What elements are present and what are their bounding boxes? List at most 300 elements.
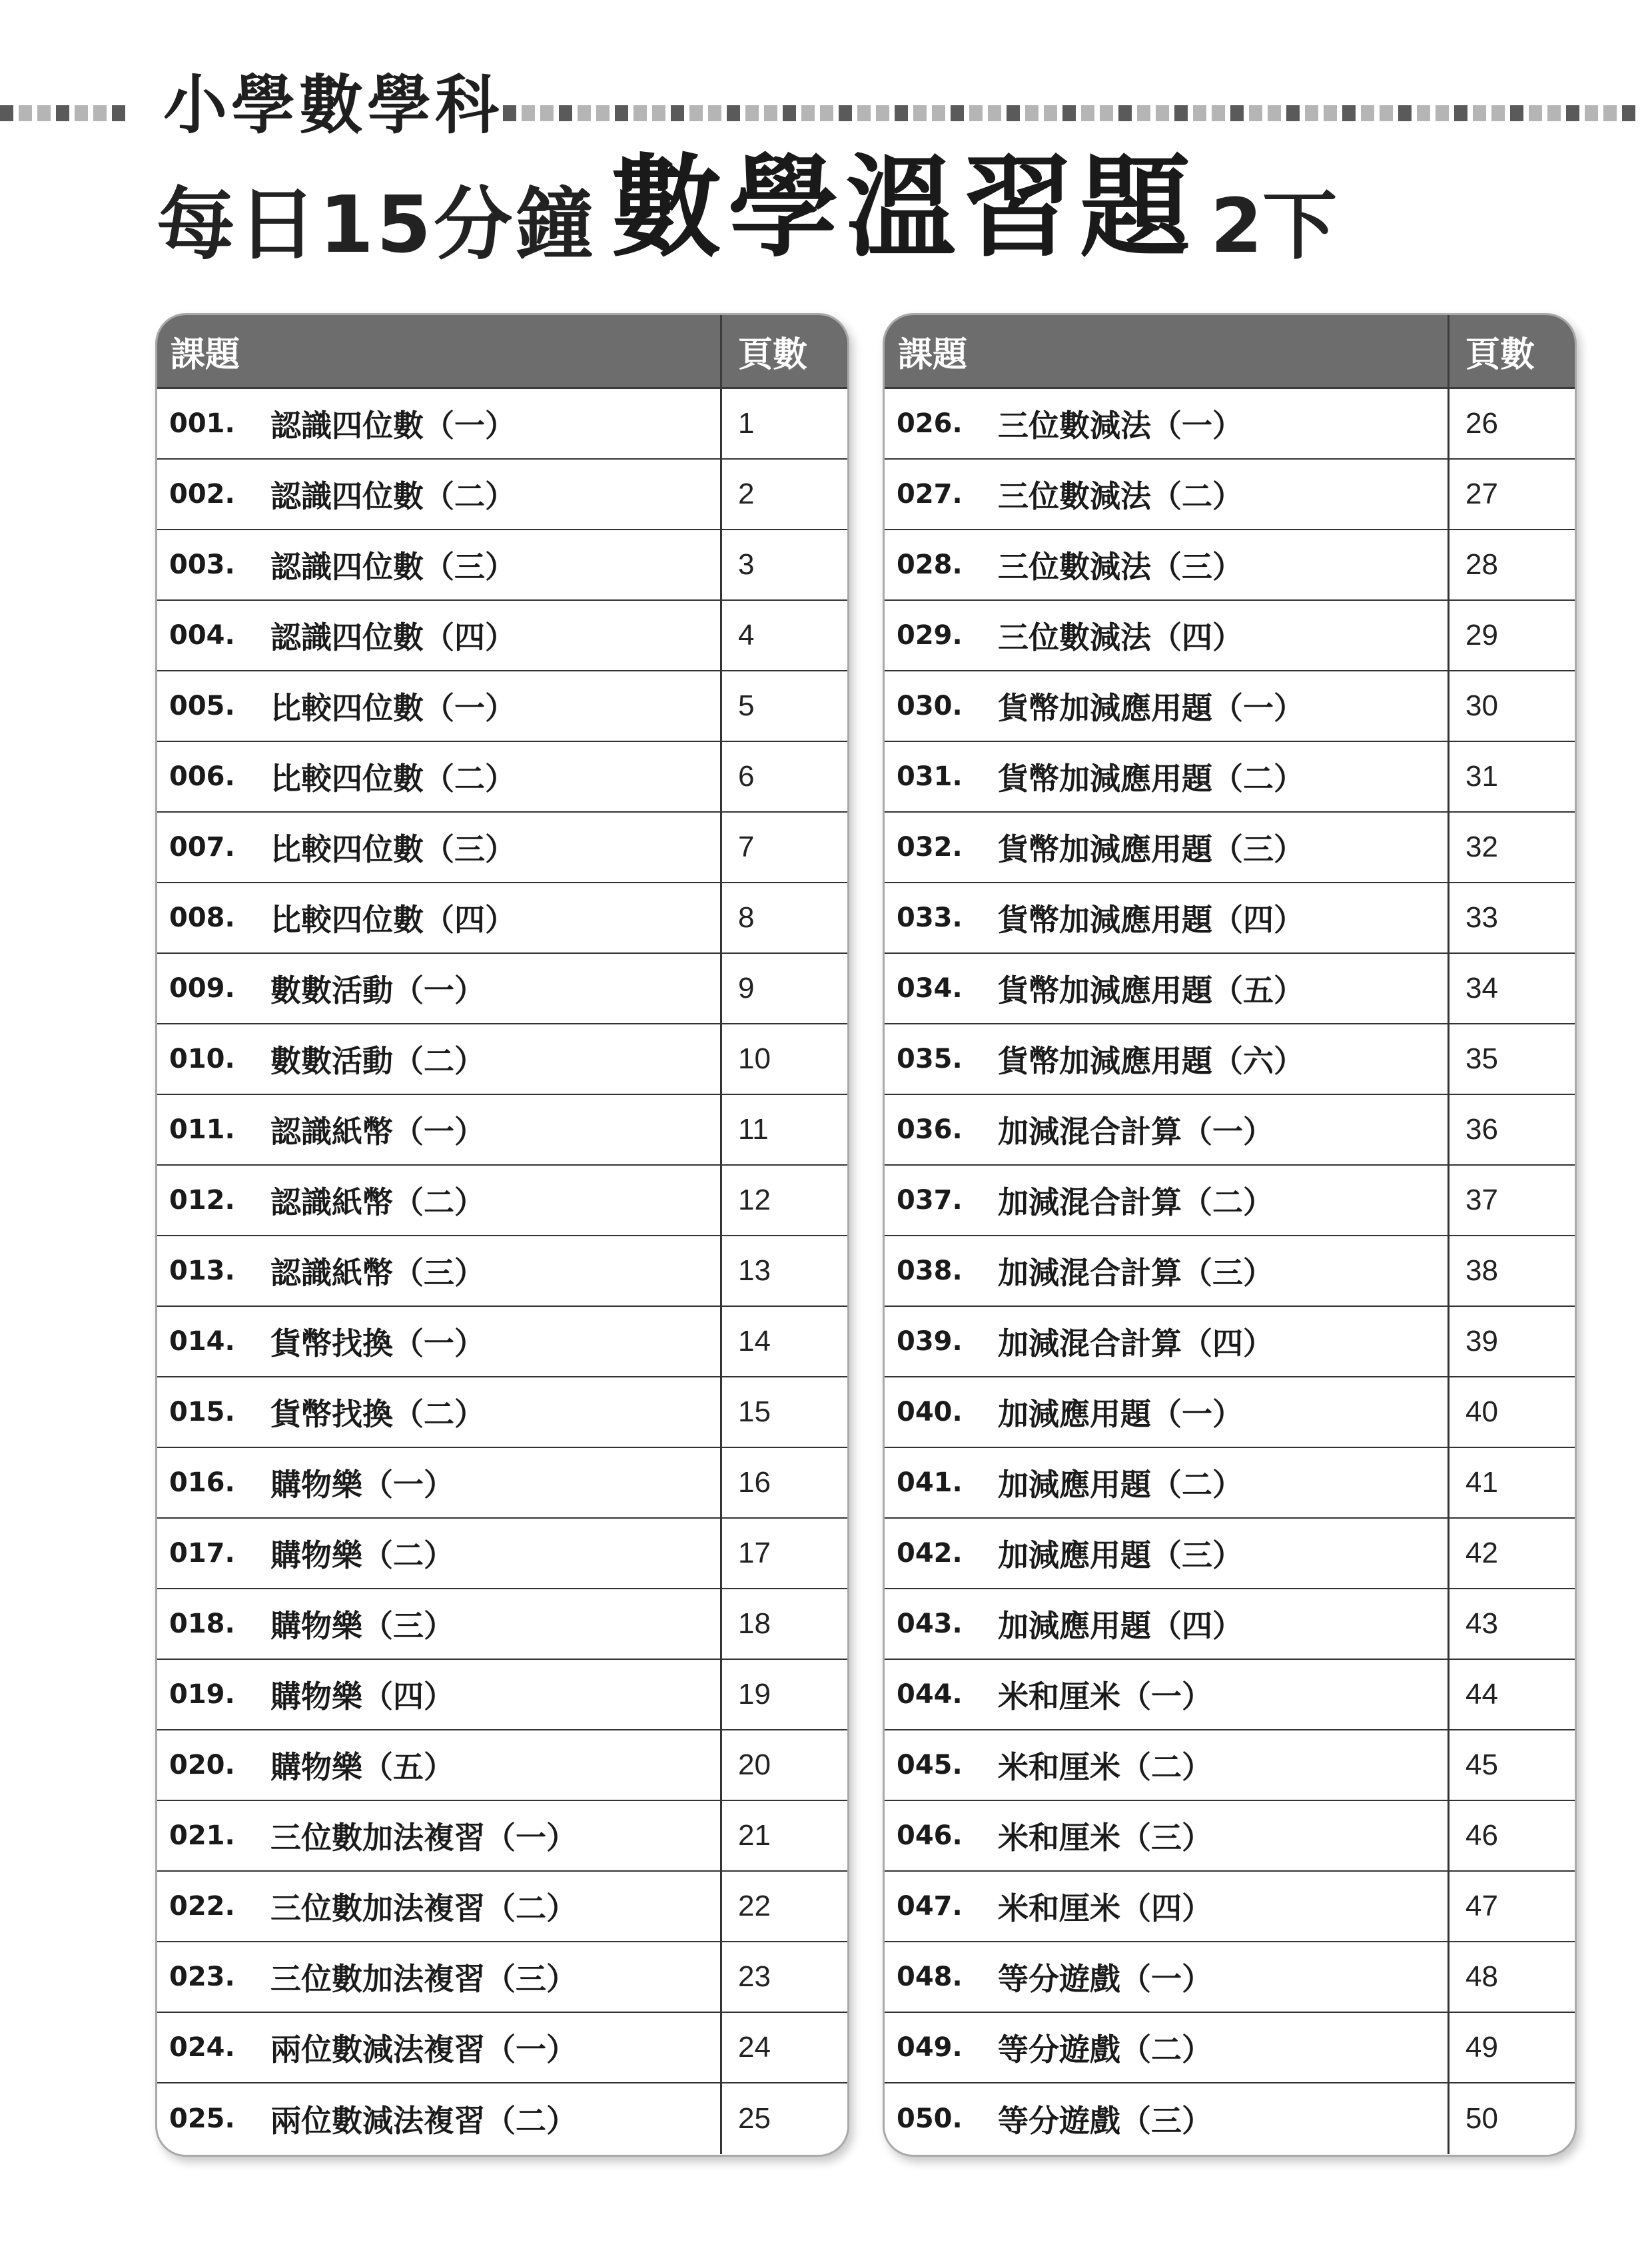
lesson-title: 貨幣加減應用題（一） [998, 690, 1304, 726]
lesson-title: 兩位數減法複習（一） [270, 2032, 577, 2067]
page-number: 3 [738, 548, 755, 581]
dash-segment [1286, 105, 1300, 121]
table-row [885, 2083, 1575, 2154]
page-number: 27 [1465, 478, 1498, 510]
lesson-number: 034. [897, 973, 963, 1004]
page-number: 2 [738, 478, 755, 510]
lesson-title: 三位數減法（一） [998, 408, 1243, 444]
topic-cell [157, 2083, 722, 2154]
lesson-title: 米和厘米（三） [998, 1820, 1212, 1856]
lesson-number: 044. [897, 1679, 963, 1710]
lesson-number: 001. [169, 408, 235, 439]
page-number: 40 [1465, 1395, 1498, 1428]
lesson-number: 041. [897, 1467, 963, 1498]
topic-cell [157, 1660, 722, 1729]
lesson-number: 031. [897, 761, 963, 792]
table-row [885, 460, 1575, 530]
lesson-title: 認識紙幣（一） [270, 1114, 485, 1150]
topic-cell [885, 460, 1449, 529]
topic-cell [157, 1872, 722, 1941]
table-row [885, 2013, 1575, 2083]
page-number: 35 [1465, 1042, 1498, 1075]
lesson-number: 037. [897, 1185, 963, 1216]
topic-cell [157, 1307, 722, 1376]
table-row [157, 1872, 847, 1942]
dash-segment [1417, 105, 1430, 121]
table-row [157, 1801, 847, 1872]
dash-segment [1268, 105, 1281, 121]
lesson-title: 認識四位數（四） [270, 619, 516, 655]
topic-cell [157, 1236, 722, 1306]
table-row [885, 1801, 1575, 1872]
dash-segment [857, 105, 871, 121]
page-number: 37 [1465, 1184, 1498, 1216]
dash-segment [1305, 105, 1318, 121]
page-number: 31 [1465, 760, 1498, 793]
topic-cell [157, 1448, 722, 1517]
page-number: 44 [1465, 1678, 1498, 1710]
dash-segment [0, 105, 13, 121]
lesson-number: 002. [169, 479, 235, 510]
page-number: 38 [1465, 1254, 1498, 1287]
lesson-title: 數數活動（一） [270, 972, 485, 1008]
topic-cell [157, 1942, 722, 2012]
page-number: 30 [1465, 689, 1498, 722]
dash-segment [75, 105, 88, 121]
dash-segment [1212, 105, 1225, 121]
table-row [885, 1377, 1575, 1448]
lesson-number: 048. [897, 1962, 963, 1992]
lesson-number: 018. [169, 1609, 235, 1639]
page-number: 16 [738, 1466, 771, 1499]
topic-cell [885, 1307, 1449, 1376]
table-row [157, 954, 847, 1024]
lesson-title: 認識紙幣（二） [270, 1184, 485, 1220]
lesson-number: 042. [897, 1538, 963, 1569]
topic-cell [885, 2013, 1449, 2082]
dash-segment [1547, 105, 1561, 121]
lesson-title: 貨幣找換（二） [270, 1396, 485, 1432]
lesson-title: 三位數加法複習（二） [270, 1890, 577, 1926]
lesson-number: 032. [897, 832, 963, 863]
lesson-number: 013. [169, 1256, 235, 1286]
lesson-number: 029. [897, 620, 963, 651]
dash-segment [671, 105, 684, 121]
dash-segment [745, 105, 759, 121]
table-row [157, 1942, 847, 2013]
dash-segment [1174, 105, 1188, 121]
table-row [157, 1589, 847, 1660]
lesson-number: 047. [897, 1891, 963, 1922]
page-number: 41 [1465, 1466, 1498, 1499]
dash-segment [932, 105, 945, 121]
table-row [885, 1519, 1575, 1589]
dash-segment [1193, 105, 1206, 121]
topic-cell [885, 530, 1449, 599]
lesson-title: 加減應用題（四） [998, 1608, 1243, 1644]
table-row [157, 1024, 847, 1095]
dash-segment [1603, 105, 1617, 121]
table-row [157, 883, 847, 954]
title-prefix: 每日15分鐘 [157, 179, 597, 270]
dash-segment [1529, 105, 1542, 121]
topic-cell [157, 1095, 722, 1164]
lesson-title: 比較四位數（二） [270, 761, 516, 797]
dash-segment [951, 105, 964, 121]
lesson-number: 036. [897, 1114, 963, 1145]
page-number: 14 [738, 1325, 771, 1357]
dash-segment [1585, 105, 1598, 121]
lesson-title: 貨幣加減應用題（五） [998, 972, 1304, 1008]
lesson-title: 認識四位數（三） [270, 549, 516, 585]
table-row [157, 2083, 847, 2154]
lesson-title: 認識四位數（二） [270, 478, 516, 514]
table-row [885, 1236, 1575, 1307]
lesson-title: 加減混合計算（二） [998, 1184, 1274, 1220]
dash-segment [1044, 105, 1057, 121]
page-number: 50 [1465, 2102, 1498, 2135]
page-number: 49 [1465, 2031, 1498, 2063]
table-row [157, 1519, 847, 1589]
dash-segment [1007, 105, 1020, 121]
table-row [157, 2013, 847, 2083]
topic-cell [885, 1377, 1449, 1447]
dash-segment [1491, 105, 1505, 121]
page-number: 34 [1465, 972, 1498, 1004]
decorative-dash-line-left [0, 105, 140, 123]
topic-cell [157, 389, 722, 458]
table-row [157, 389, 847, 460]
topic-cell [885, 883, 1449, 952]
page-number: 23 [738, 1960, 771, 1993]
table-row [157, 1236, 847, 1307]
table-row [885, 1166, 1575, 1236]
lesson-title: 加減應用題（三） [998, 1537, 1243, 1573]
lesson-title: 數數活動（二） [270, 1043, 485, 1079]
dash-segment [37, 105, 51, 121]
column-header-topic: 課題 [157, 315, 722, 387]
lesson-number: 050. [897, 2103, 963, 2134]
topic-cell [157, 601, 722, 670]
table-row [157, 530, 847, 601]
dash-segment [801, 105, 815, 121]
page-number: 12 [738, 1184, 771, 1216]
topic-cell [157, 671, 722, 741]
table-row [157, 742, 847, 813]
lesson-number: 006. [169, 761, 235, 792]
page-number: 7 [738, 831, 755, 863]
dash-segment [1342, 105, 1356, 121]
dash-segment [1454, 105, 1467, 121]
lesson-title: 三位數加法複習（一） [270, 1820, 577, 1856]
table-row [885, 1942, 1575, 2013]
lesson-title: 三位數減法（三） [998, 549, 1243, 585]
page-number: 43 [1465, 1607, 1498, 1640]
topic-cell [157, 1589, 722, 1659]
page-number: 26 [1465, 407, 1498, 440]
table-row [157, 460, 847, 530]
topic-cell [157, 1024, 722, 1094]
topic-cell [157, 813, 722, 882]
dash-segment [1249, 105, 1262, 121]
topic-cell [885, 1095, 1449, 1164]
dash-segment [1062, 105, 1076, 121]
lesson-title: 加減應用題（二） [998, 1467, 1243, 1503]
topic-cell [885, 2083, 1449, 2154]
page-number: 4 [738, 619, 755, 651]
lesson-title: 三位數加法複習（三） [270, 1961, 577, 1997]
table-row [885, 1024, 1575, 1095]
lesson-number: 035. [897, 1044, 963, 1074]
table-row [885, 389, 1575, 460]
dash-segment [503, 105, 516, 121]
lesson-title: 貨幣加減應用題（三） [998, 831, 1304, 867]
topic-cell [885, 1589, 1449, 1659]
lesson-title: 加減混合計算（三） [998, 1255, 1274, 1291]
title-main: 數學溫習題 [611, 144, 1198, 272]
topic-cell [157, 742, 722, 811]
lesson-number: 038. [897, 1256, 963, 1286]
page-number: 17 [738, 1537, 771, 1569]
lesson-title: 米和厘米（一） [998, 1679, 1212, 1714]
lesson-number: 010. [169, 1044, 235, 1074]
dash-segment [689, 105, 703, 121]
table-row [885, 1872, 1575, 1942]
lesson-title: 等分遊戲（二） [998, 2032, 1212, 2067]
lesson-number: 020. [169, 1750, 235, 1780]
lesson-title: 米和厘米（二） [998, 1749, 1212, 1785]
column-header-page: 頁數 [738, 334, 808, 375]
dash-segment [19, 105, 32, 121]
page-number: 19 [738, 1678, 771, 1710]
lesson-title: 認識紙幣（三） [270, 1255, 485, 1291]
lesson-title: 等分遊戲（三） [998, 2103, 1212, 2139]
table-row [885, 1730, 1575, 1801]
page-number: 8 [738, 901, 755, 934]
table-row [157, 671, 847, 742]
lesson-title: 兩位數減法複習（二） [270, 2103, 577, 2139]
topic-cell [885, 1236, 1449, 1306]
dash-segment [1137, 105, 1150, 121]
topic-cell [885, 742, 1449, 811]
lesson-number: 016. [169, 1467, 235, 1498]
lesson-number: 040. [897, 1397, 963, 1427]
dash-segment [615, 105, 628, 121]
table-body [885, 389, 1575, 2154]
lesson-number: 015. [169, 1397, 235, 1427]
lesson-number: 026. [897, 408, 963, 439]
table-row [885, 954, 1575, 1024]
lesson-title: 三位數減法（四） [998, 619, 1243, 655]
topic-cell [157, 1801, 722, 1870]
page-number: 32 [1465, 831, 1498, 863]
subject-title: 小學數學科 [163, 68, 503, 143]
dash-segment [1081, 105, 1094, 121]
topic-cell [157, 1730, 722, 1800]
topic-cell [885, 1519, 1449, 1588]
page-number: 18 [738, 1607, 771, 1640]
lesson-number: 046. [897, 1820, 963, 1851]
dash-segment [1436, 105, 1449, 121]
dash-segment [56, 105, 69, 121]
table-body [157, 389, 847, 2154]
table-header [885, 315, 1575, 389]
table-row [885, 530, 1575, 601]
dash-segment [1566, 105, 1579, 121]
title-grade: 2下 [1210, 183, 1338, 270]
page-number: 9 [738, 972, 755, 1004]
lesson-title: 加減應用題（一） [998, 1396, 1243, 1432]
dash-segment [93, 105, 107, 121]
topic-cell [157, 460, 722, 529]
lesson-number: 003. [169, 550, 235, 580]
lesson-number: 024. [169, 2032, 235, 2063]
topic-cell [885, 813, 1449, 882]
dash-segment [1473, 105, 1486, 121]
lesson-number: 012. [169, 1185, 235, 1216]
dash-segment [1118, 105, 1132, 121]
topic-cell [885, 601, 1449, 670]
lesson-number: 045. [897, 1750, 963, 1780]
topic-cell [885, 671, 1449, 741]
table-row [157, 1448, 847, 1519]
lesson-number: 005. [169, 691, 235, 721]
lesson-number: 009. [169, 973, 235, 1004]
lesson-title: 購物樂（三） [270, 1608, 454, 1644]
lesson-number: 008. [169, 903, 235, 933]
dash-segment [1025, 105, 1038, 121]
table-row [157, 1307, 847, 1377]
dash-segment [727, 105, 740, 121]
topic-cell [885, 1448, 1449, 1517]
topic-cell [885, 1166, 1449, 1235]
dash-segment [913, 105, 927, 121]
dash-segment [112, 105, 125, 121]
page-number: 25 [738, 2102, 771, 2135]
table-row [157, 1730, 847, 1801]
lesson-title: 等分遊戲（一） [998, 1961, 1212, 1997]
table-row [885, 671, 1575, 742]
topic-cell [885, 1730, 1449, 1800]
lesson-number: 017. [169, 1538, 235, 1569]
lesson-title: 三位數減法（二） [998, 478, 1243, 514]
topic-cell [885, 389, 1449, 458]
dash-segment [988, 105, 1001, 121]
column-header-page: 頁數 [1465, 334, 1535, 375]
lesson-number: 027. [897, 479, 963, 510]
lesson-number: 033. [897, 903, 963, 933]
page-number: 10 [738, 1042, 771, 1075]
table-row [157, 1377, 847, 1448]
decorative-dash-line-right [503, 105, 1652, 123]
page-number: 22 [738, 1890, 771, 1922]
lesson-title: 加減混合計算（一） [998, 1114, 1274, 1150]
table-header [157, 315, 847, 389]
topic-cell [885, 1942, 1449, 2012]
page-number: 46 [1465, 1819, 1498, 1852]
table-row [885, 883, 1575, 954]
lesson-title: 貨幣加減應用題（四） [998, 902, 1304, 938]
dash-segment [1230, 105, 1244, 121]
dash-segment [839, 105, 852, 121]
title-banner [0, 0, 1652, 293]
topic-cell [885, 1872, 1449, 1941]
topic-cell [157, 1166, 722, 1235]
topic-cell [157, 883, 722, 952]
dash-segment [1156, 105, 1169, 121]
dash-segment [522, 105, 535, 121]
page-number: 13 [738, 1254, 771, 1287]
dash-segment [652, 105, 665, 121]
page-number: 29 [1465, 619, 1498, 651]
lesson-title: 比較四位數（三） [270, 831, 516, 867]
dash-segment [540, 105, 554, 121]
topic-cell [157, 1377, 722, 1447]
lesson-title: 米和厘米（四） [998, 1890, 1212, 1926]
lesson-number: 021. [169, 1820, 235, 1851]
lesson-number: 028. [897, 550, 963, 580]
table-row [885, 1589, 1575, 1660]
page-number: 47 [1465, 1890, 1498, 1922]
dash-segment [764, 105, 777, 121]
dash-segment [1510, 105, 1523, 121]
lesson-number: 043. [897, 1609, 963, 1639]
lesson-title: 比較四位數（一） [270, 690, 516, 726]
dash-segment [708, 105, 721, 121]
lesson-title: 比較四位數（四） [270, 902, 516, 938]
topic-cell [885, 954, 1449, 1023]
lesson-title: 認識四位數（一） [270, 408, 516, 444]
page-number: 21 [738, 1819, 771, 1852]
dash-segment [969, 105, 983, 121]
toc-table-left [155, 313, 849, 2157]
lesson-title: 購物樂（五） [270, 1749, 454, 1785]
page-number: 33 [1465, 901, 1498, 934]
table-row [157, 813, 847, 883]
dash-segment [1398, 105, 1412, 121]
table-row [885, 1095, 1575, 1166]
topic-cell [157, 1519, 722, 1588]
lesson-title: 貨幣找換（一） [270, 1325, 485, 1361]
page-number: 5 [738, 689, 755, 722]
topic-cell [157, 954, 722, 1023]
dash-segment [578, 105, 591, 121]
lesson-title: 貨幣加減應用題（六） [998, 1043, 1304, 1079]
lesson-title: 購物樂（四） [270, 1679, 454, 1714]
page-number: 11 [738, 1113, 769, 1146]
dash-segment [1380, 105, 1393, 121]
lesson-number: 025. [169, 2103, 235, 2134]
page-number: 1 [738, 407, 755, 440]
page-number: 42 [1465, 1537, 1498, 1569]
dash-segment [1100, 105, 1113, 121]
page-number: 45 [1465, 1748, 1498, 1781]
page-number: 36 [1465, 1113, 1498, 1146]
lesson-title: 加減混合計算（四） [998, 1325, 1274, 1361]
topic-cell [157, 2013, 722, 2082]
lesson-number: 049. [897, 2032, 963, 2063]
lesson-title: 貨幣加減應用題（二） [998, 761, 1304, 797]
lesson-title: 購物樂（二） [270, 1537, 454, 1573]
topic-cell [885, 1660, 1449, 1729]
page-number: 15 [738, 1395, 771, 1428]
dash-segment [596, 105, 610, 121]
table-row [157, 1095, 847, 1166]
lesson-number: 007. [169, 832, 235, 863]
book-title [157, 144, 1338, 272]
table-row [885, 1660, 1575, 1730]
dash-segment [1622, 105, 1635, 121]
